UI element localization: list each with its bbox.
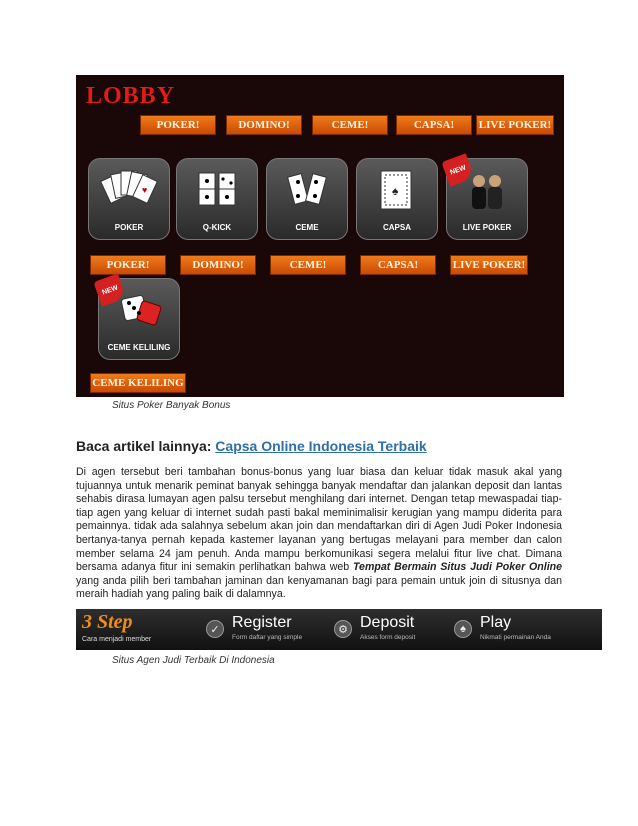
step-deposit-sub: Akses form deposit	[360, 634, 416, 641]
playing-cards-icon	[99, 167, 159, 215]
svg-text:♠: ♠	[392, 184, 399, 198]
gear-icon: ⚙	[334, 620, 352, 638]
step-play-title: Play	[480, 614, 512, 631]
check-icon: ✓	[206, 620, 224, 638]
paragraph-part-2: yang anda pilih beri tambahan jaminan dan kenyamanan bagi para pemain untuk join di situsnya dan meraih hadiah yang paling baik di dalamnya.	[76, 574, 562, 601]
spade-icon: ♠	[454, 620, 472, 638]
domino-icon	[187, 167, 247, 215]
card-deck-icon	[367, 167, 427, 215]
related-article-link[interactable]: Capsa Online Indonesia Terbaik	[215, 438, 427, 454]
tile-ceme-keliling-label: CEME KELILING	[107, 343, 171, 352]
step-play-sub: Nikmati permainan Anda	[480, 634, 551, 641]
step-play	[454, 609, 594, 650]
body-paragraph	[76, 466, 562, 602]
domino-pair-icon	[277, 167, 337, 215]
tile-poker-label: POKER	[114, 223, 144, 232]
top-tab-live-poker: LIVE POKER!	[476, 115, 554, 135]
step-count-sub: Cara menjadi member	[82, 636, 152, 643]
step-register-title: Register	[232, 614, 292, 631]
step-deposit-title: Deposit	[360, 614, 415, 631]
top-tab-ceme: CEME!	[312, 115, 388, 135]
top-tab-poker: POKER!	[140, 115, 216, 135]
tile-capsa	[356, 158, 438, 240]
tile-live-poker-label: LIVE POKER	[462, 223, 512, 232]
svg-text:♥: ♥	[142, 185, 148, 195]
bottom-tab-domino: DOMINO!	[180, 255, 256, 275]
bottom-tab-ceme-keliling: CEME KELILING	[90, 373, 186, 393]
tile-ceme	[266, 158, 348, 240]
image-caption-1: Situs Poker Banyak Bonus	[112, 400, 231, 411]
steps-banner	[76, 609, 602, 650]
tile-qkick	[176, 158, 258, 240]
new-badge: NEW	[441, 153, 474, 186]
step-register	[206, 609, 326, 650]
related-article-heading	[76, 438, 427, 454]
image-caption-2: Situs Agen Judi Terbaik Di Indonesia	[112, 655, 275, 666]
tile-ceme-label: CEME	[295, 223, 319, 232]
paragraph-part-1: Di agen tersebut beri tambahan bonus-bonus yang luar biasa dan keluar tidak masuk akal yang tujuannya untuk menarik peminat banyak sehingga banyak mendaftar dan jalankan deposit dan lantas sehabis dirasa lumayan agen palsu tersebut menghilang dari internet. Dengan tetap mewaspadai tiap-tiap agen yang keluar di internet sudah pasti bakal meminimalisir kerugian yang mampu diderita para pemainnya. tidak ada salahnya sebelum akan join dan mendaftarkan diri di Agen Judi Poker Indonesia bertanya-tanya pernah kepada kastemer layanan yang bertugas melayani para member dan calon member selama 24 jam penuh. Anda mampu berkomunikasi segera melalui fitur live chat. Dimana bersama adanya fitur ini semakin perlihatkan bahwa web	[76, 466, 562, 574]
bottom-tab-capsa: CAPSA!	[360, 255, 436, 275]
tile-capsa-label: CAPSA	[382, 223, 411, 232]
heading-prefix: Baca artikel lainnya:	[76, 438, 216, 454]
tile-live-poker	[446, 158, 528, 240]
tile-qkick-label: Q-KICK	[202, 223, 232, 232]
poker-lobby-image	[76, 75, 564, 397]
step-register-sub: Form daftar yang simple	[232, 634, 303, 641]
top-tab-capsa: CAPSA!	[396, 115, 472, 135]
bottom-tab-live-poker: LIVE POKER!	[450, 255, 528, 275]
tile-ceme-keliling	[98, 278, 180, 360]
bottom-tab-poker: POKER!	[90, 255, 166, 275]
step-count: 3 Step	[82, 611, 133, 633]
bottom-tab-ceme: CEME!	[270, 255, 346, 275]
top-tab-domino: DOMINO!	[226, 115, 302, 135]
lobby-title: LOBBY	[86, 83, 176, 109]
paragraph-bold-phrase: Tempat Bermain Situs Judi Poker Online	[352, 561, 563, 574]
new-badge-keliling: NEW	[93, 273, 126, 306]
step-deposit	[334, 609, 444, 650]
tile-poker	[88, 158, 170, 240]
